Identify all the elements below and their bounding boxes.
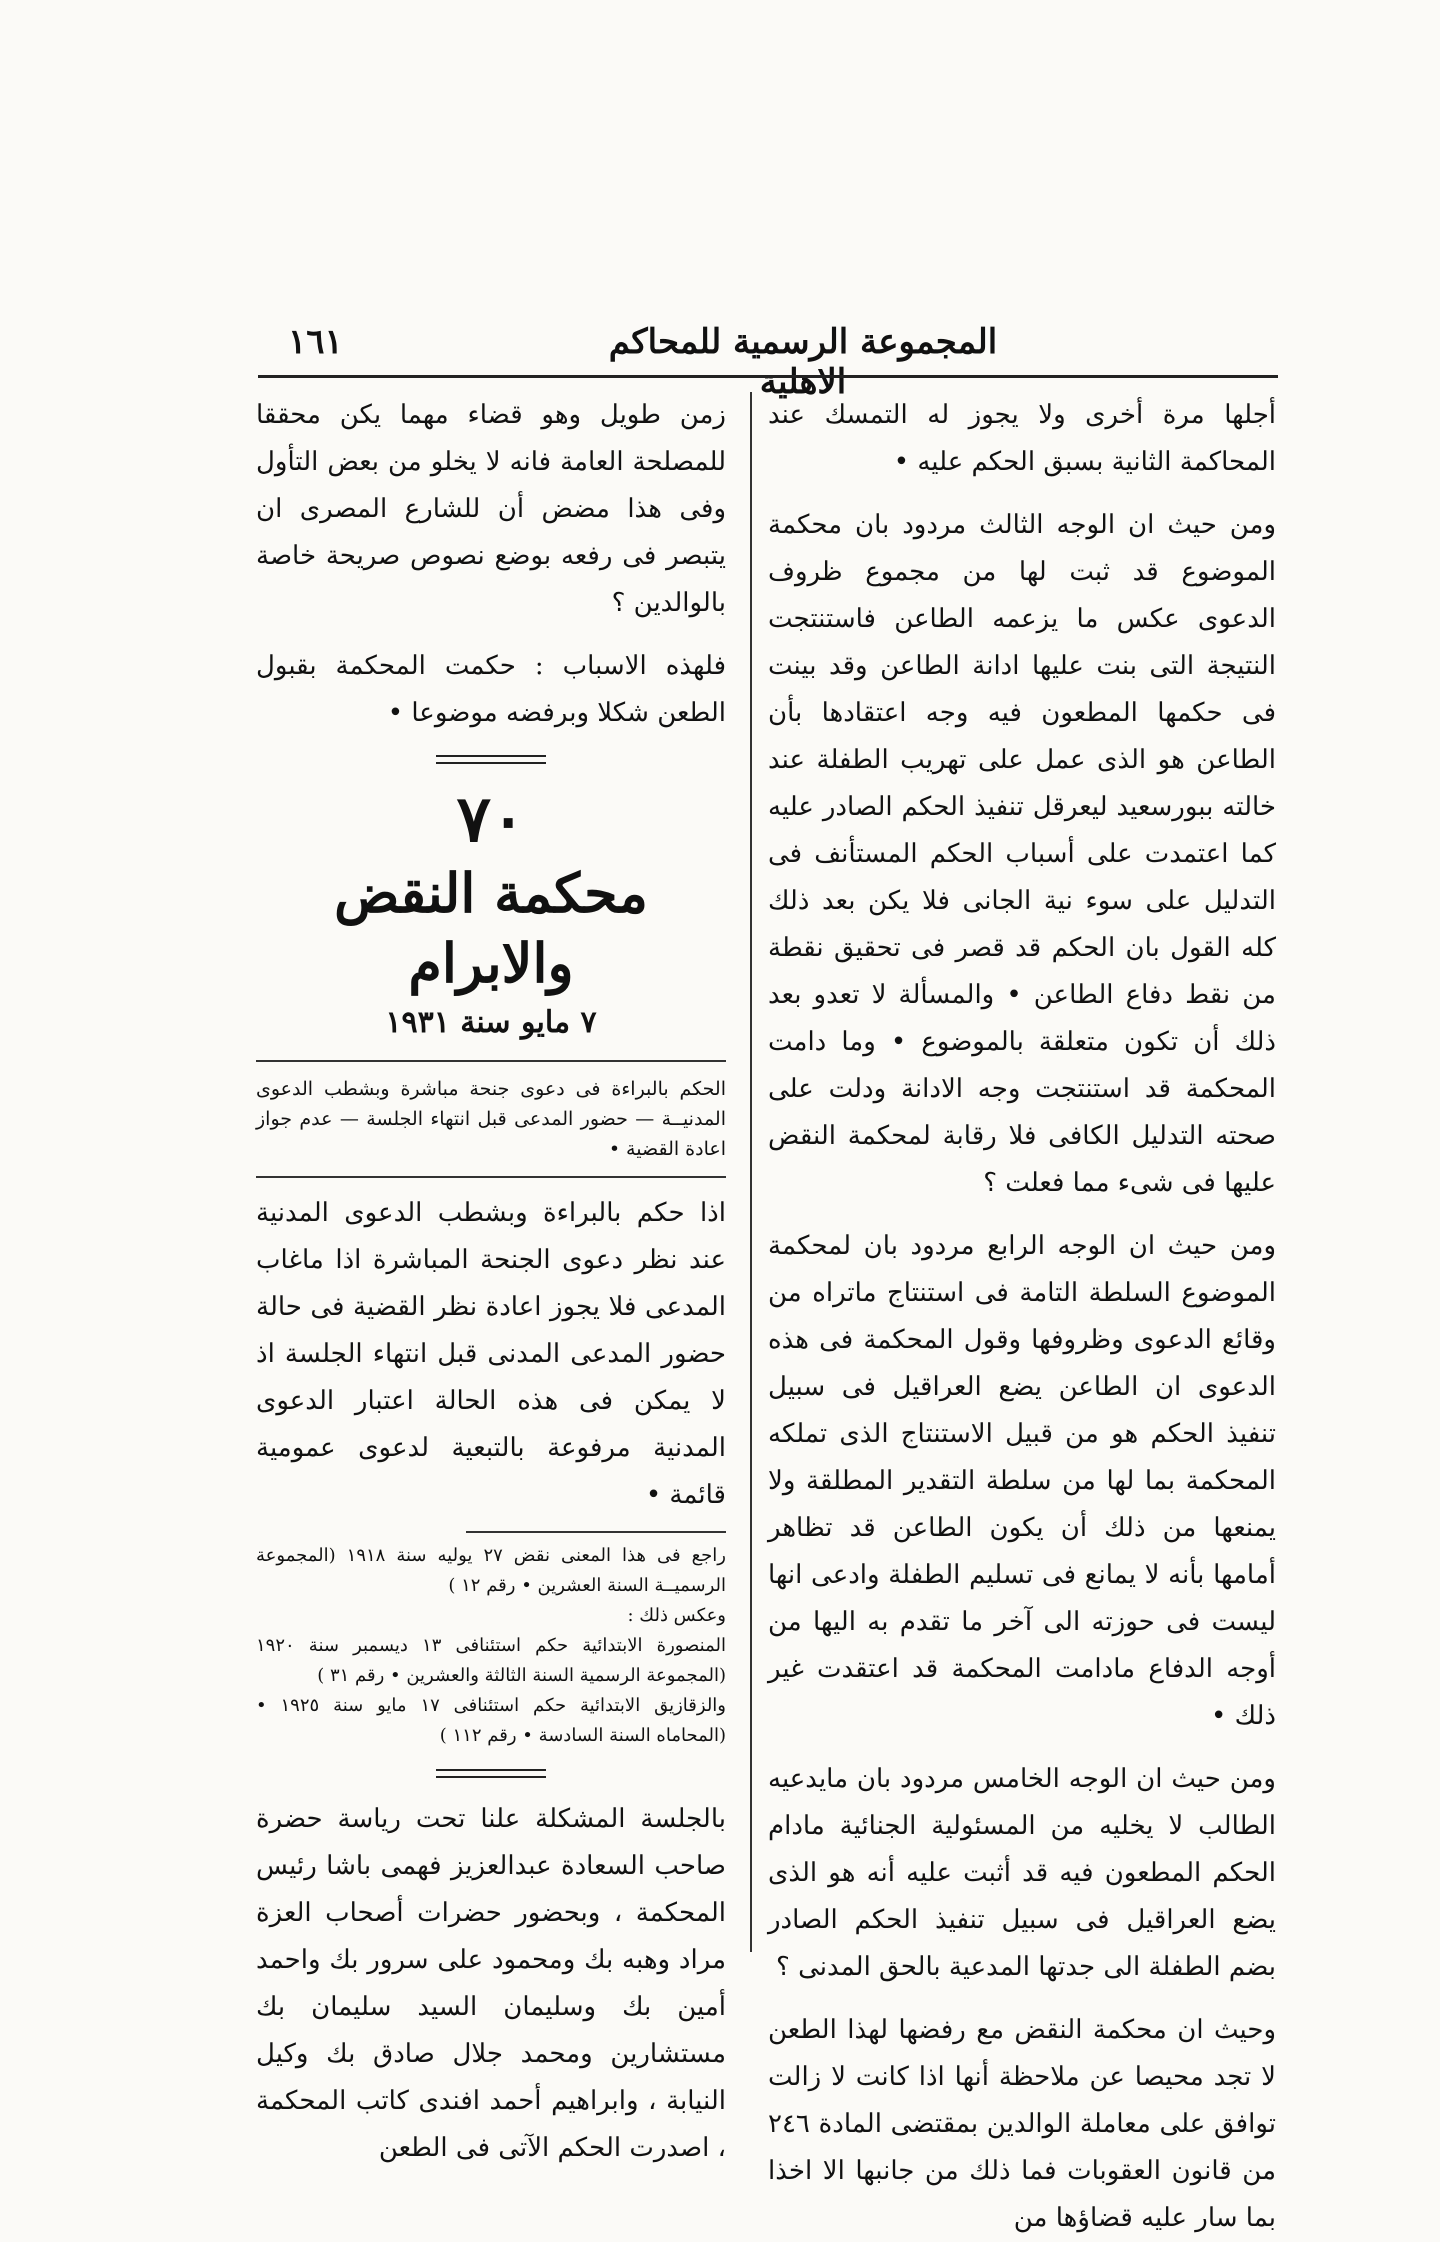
paragraph: ومن حيث ان الوجه الخامس مردود بان مايدعيه الطالب لا يخليه من المسئولية الجنائية مادام الحكم المطعون فيه قد أثبت عليه أنه هو الذى يضع العراقيل فى سبيل تنفيذ الحكم الصادر بضم الطفلة الى جدتها المدعية بالحق المدنى ؟ — [768, 1764, 1276, 1982]
paragraph: ومن حيث ان الوجه الرابع مردود بان لمحكمة الموضوع السلطة التامة فى استنتاج ماتراه من وقائع الدعوى وظروفها وقول المحكمة فى هذه الدعوى ان الطاعن يضع العراقيل فى سبيل تنفيذ الحكم هو من قبيل الاستنتاج الذى تملكه المحكمة بما لها من سلطة التقدير المطلقة ولا يمنعها من ذلك أن يكون الطاعن قد تظاهر أمامها بأنه لا يمانع فى تسليم الطفلة وادعى انها ليست فى حوزته الى آخر ما تقدم به اليها من أوجه الدفاع مادامت المحكمة قد اعتقدت غير ذلك • — [768, 1231, 1276, 1731]
header-rule — [258, 375, 1278, 378]
case-number: ٧٠ — [456, 782, 526, 857]
section-separator — [436, 1769, 546, 1778]
footnote-rule — [466, 1531, 726, 1533]
paragraph: وحيث ان محكمة النقض مع رفضها لهذا الطعن لا تجد محيصا عن ملاحظة أنها اذا كانت لا زالت توافق على معاملة الوالدين بمقتضى المادة ٢٤٦ من قانون العقوبات فما ذلك من جانبها الا اخذا بما سار عليه قضاؤها من — [768, 2015, 1276, 2233]
footnotes — [256, 1541, 726, 1751]
paragraph: زمن طويل وهو قضاء مهما يكن محققا للمصلحة العامة فانه لا يخلو من بعض التأول وفى هذا مضض أن للشارع المصرى ان يتبصر فى رفعه بوضع نصوص صريحة خاصة بالوالدين ؟ — [256, 400, 726, 618]
section-separator — [436, 755, 546, 764]
verdict-paragraph: فلهذه الاسباب : حكمت المحكمة بقبول الطعن شكلا وبرفضه موضوعا • — [256, 651, 726, 728]
right-column — [768, 392, 1276, 2242]
divider — [256, 1060, 726, 1062]
footnote: راجع فى هذا المعنى نقض ٢٧ يوليه سنة ١٩١٨ (المجموعة الرسميــة السنة العشرين • رقم ١٢ ) — [256, 1545, 726, 1596]
legal-principle: اذا حكم بالبراءة وبشطب الدعوى المدنية عند نظر دعوى الجنحة المباشرة اذا ماغاب المدعى فلا يجوز اعادة نظر القضية فى حالة حضور المدعى المدنى قبل انتهاء الجلسة اذ لا يمكن فى هذه الحالة اعتبار الدعوى المدنية مرفوعة بالتبعية لدعوى عمومية قائمة • — [256, 1198, 726, 1510]
paragraph: ومن حيث ان الوجه الثالث مردود بان محكمة الموضوع قد ثبت لها من مجموع ظروف الدعوى عكس ما يزعمه الطاعن فاستنتجت النتيجة التى بنت عليها ادانة الطاعن وقد بينت فى حكمها المطعون فيه وجه اعتقادها بأن الطاعن هو الذى عمل على تهريب الطفلة عند خالته ببورسعيد ليعرقل تنفيذ الحكم الصادر عليه كما اعتمدت على أسباب الحكم المستأنف فى التدليل على سوء نية الجانى فلا يكن بعد ذلك كله القول بان الحكم قد قصر فى تحقيق نقطة من نقط دفاع الطاعن • والمسألة لا تعدو بعد ذلك أن تكون متعلقة بالموضوع • وما دامت المحكمة قد استنتجت وجه الادانة ودلت على صحته التدليل الكافى فلا رقابة لمحكمة النقض عليها فى شىء مما فعلت ؟ — [768, 510, 1276, 1198]
divider — [256, 1176, 726, 1178]
case-date: ٧ مايو سنة ١٩٣١ — [385, 1005, 597, 1040]
footnote: وعكس ذلك : — [627, 1605, 726, 1626]
footnote: المنصورة الابتدائية حكم استئنافى ١٣ ديسمبر سنة ١٩٢٠ (المجموعة الرسمية السنة الثالثة والعشرين • رقم ٣١ ) — [256, 1635, 726, 1686]
footnote: والزقازيق الابتدائية حكم استئنافى ١٧ مايو سنة ١٩٢٥ • (المحاماه السنة السادسة • رقم ١١٢ ) — [256, 1695, 726, 1746]
column-divider — [750, 392, 752, 1952]
page-header — [258, 322, 1278, 402]
court-name: محكمة النقض والابرام — [334, 861, 648, 995]
session-paragraph: بالجلسة المشكلة علنا تحت رياسة حضرة صاحب السعادة عبدالعزيز فهمى باشا رئيس المحكمة ، وبحضور حضرات أصحاب العزة مراد وهبه بك ومحمود على سرور بك واحمد أمين بك وسليمان السيد سليمان بك مستشارين ومحمد جلال صادق بك وكيل النيابة ، وابراهيم أحمد افندى كاتب المحكمة ، اصدرت الحكم الآتى فى الطعن — [256, 1804, 726, 2163]
case-summary: الحكم بالبراءة فى دعوى جنحة مباشرة وبشطب الدعوى المدنيــة — حضور المدعى قبل انتهاء الجلسة — عدم جواز اعادة القضية • — [256, 1078, 726, 1160]
left-column — [256, 392, 726, 2172]
running-title: المجموعة الرسمية للمحاكم الاهلية — [608, 322, 998, 402]
paragraph: أجلها مرة أخرى ولا يجوز له التمسك عند المحاكمة الثانية بسبق الحكم عليه • — [768, 400, 1276, 477]
page-number: ١٦١ — [288, 322, 343, 362]
